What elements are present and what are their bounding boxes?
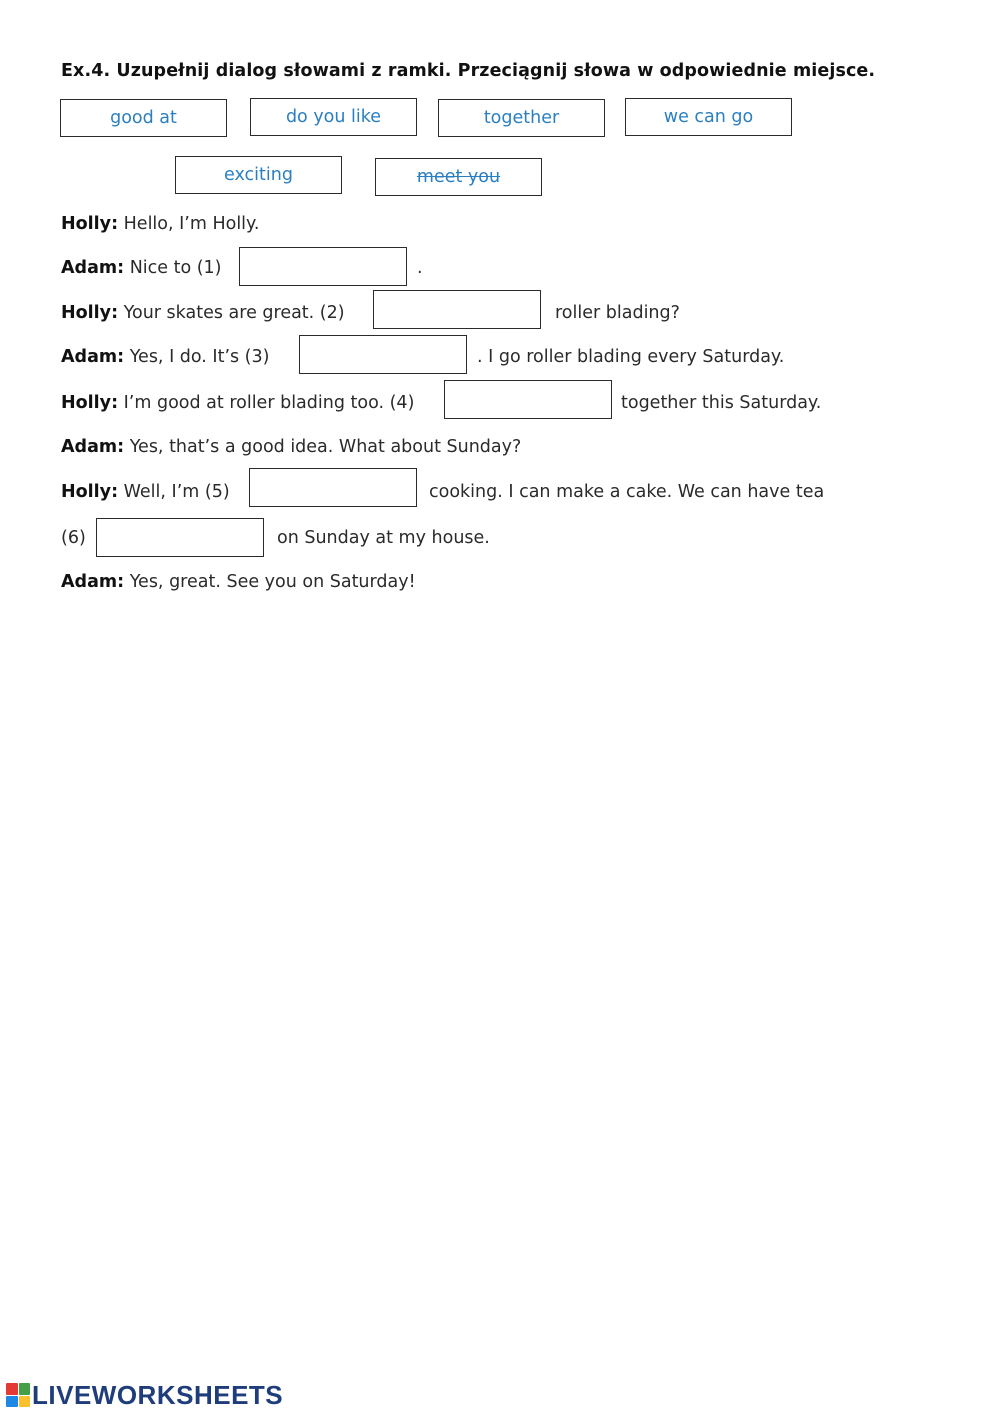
speaker-label: Adam: bbox=[61, 572, 125, 592]
word-bank-item-good-at[interactable]: good at bbox=[60, 99, 227, 137]
exercise-title: Ex.4. Uzupełnij dialog słowami z ramki. Przeciągnij słowa w odpowiednie miejsce. bbox=[61, 61, 876, 81]
dialog-line-5 bbox=[61, 393, 414, 413]
dialog-text: Nice to (1) bbox=[124, 258, 222, 278]
speaker-label: Holly: bbox=[61, 303, 119, 323]
speaker-label: Holly: bbox=[61, 482, 119, 502]
dialog-text-after-gap-4: together this Saturday. bbox=[621, 393, 822, 413]
dialog-line-7 bbox=[61, 482, 230, 502]
answer-gap-4[interactable] bbox=[444, 380, 612, 419]
word-bank-item-together[interactable]: together bbox=[438, 99, 605, 137]
dialog-text: Yes, I do. It’s (3) bbox=[124, 347, 270, 367]
answer-gap-1[interactable] bbox=[239, 247, 407, 286]
dialog-text: (6) bbox=[61, 528, 86, 548]
logo-mark-square bbox=[6, 1383, 18, 1395]
dialog-line-3 bbox=[61, 303, 345, 323]
dialog-text-after-gap-5: cooking. I can make a cake. We can have tea bbox=[429, 482, 825, 502]
word-bank-item-exciting[interactable]: exciting bbox=[175, 156, 342, 194]
dialog-text: Yes, that’s a good idea. What about Sunday? bbox=[124, 437, 522, 457]
speaker-label: Holly: bbox=[61, 393, 119, 413]
dialog-text: Hello, I’m Holly. bbox=[118, 214, 260, 234]
logo-mark-square bbox=[19, 1383, 31, 1395]
logo-text: LIVEWORKSHEETS bbox=[32, 1379, 284, 1410]
answer-gap-6[interactable] bbox=[96, 518, 264, 557]
word-bank-item-meet-you[interactable]: meet you bbox=[375, 158, 542, 196]
dialog-line-8 bbox=[61, 528, 86, 548]
logo-mark-icon bbox=[6, 1383, 30, 1407]
logo-mark-square bbox=[6, 1396, 18, 1408]
dialog-text: Yes, great. See you on Saturday! bbox=[124, 572, 416, 592]
speaker-label: Holly: bbox=[61, 214, 119, 234]
dialog-text-after-gap-2: roller blading? bbox=[555, 303, 680, 323]
answer-gap-2[interactable] bbox=[373, 290, 541, 329]
dialog-text-after-gap-1: . bbox=[417, 258, 423, 278]
answer-gap-3[interactable] bbox=[299, 335, 467, 374]
speaker-label: Adam: bbox=[61, 258, 125, 278]
dialog-text: Your skates are great. (2) bbox=[118, 303, 345, 323]
dialog-line-2 bbox=[61, 258, 222, 278]
word-bank-item-do-you-like[interactable]: do you like bbox=[250, 98, 417, 136]
liveworksheets-logo bbox=[6, 1380, 283, 1410]
dialog-text-after-gap-6: on Sunday at my house. bbox=[277, 528, 490, 548]
answer-gap-5[interactable] bbox=[249, 468, 417, 507]
logo-mark-square bbox=[19, 1396, 31, 1408]
dialog-text-after-gap-3: . I go roller blading every Saturday. bbox=[477, 347, 785, 367]
dialog-text: Well, I’m (5) bbox=[118, 482, 230, 502]
dialog-text: I’m good at roller blading too. (4) bbox=[118, 393, 415, 413]
dialog-line-6 bbox=[61, 437, 521, 457]
dialog-line-1 bbox=[61, 214, 259, 234]
speaker-label: Adam: bbox=[61, 437, 125, 457]
word-bank-item-we-can-go[interactable]: we can go bbox=[625, 98, 792, 136]
dialog-line-4 bbox=[61, 347, 269, 367]
speaker-label: Adam: bbox=[61, 347, 125, 367]
dialog-line-9 bbox=[61, 572, 416, 592]
